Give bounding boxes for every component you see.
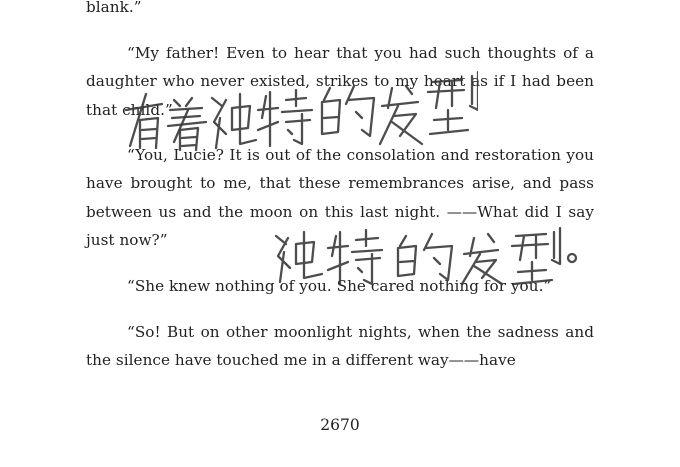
paragraph-1: blank.” [86,0,142,16]
paragraph-3: “You, Lucie? It is out of the consolation and restoration you have brought to me, that these remembrances arise, and pass between us and the moon on this last night. ——What did I say just now?” [86,146,594,249]
paragraph-4: “She knew nothing of you. She cared nothing for you.” [127,277,552,295]
paragraph-2: “My father! Even to hear that you had such thoughts of a daughter who never existed, strikes to my heart as if I had been that child.” [86,44,594,119]
paragraph-5: “So! But on other moonlight nights, when the sadness and the silence have touched me in a different way——have [86,323,594,370]
page-number: 2670 [320,416,360,434]
